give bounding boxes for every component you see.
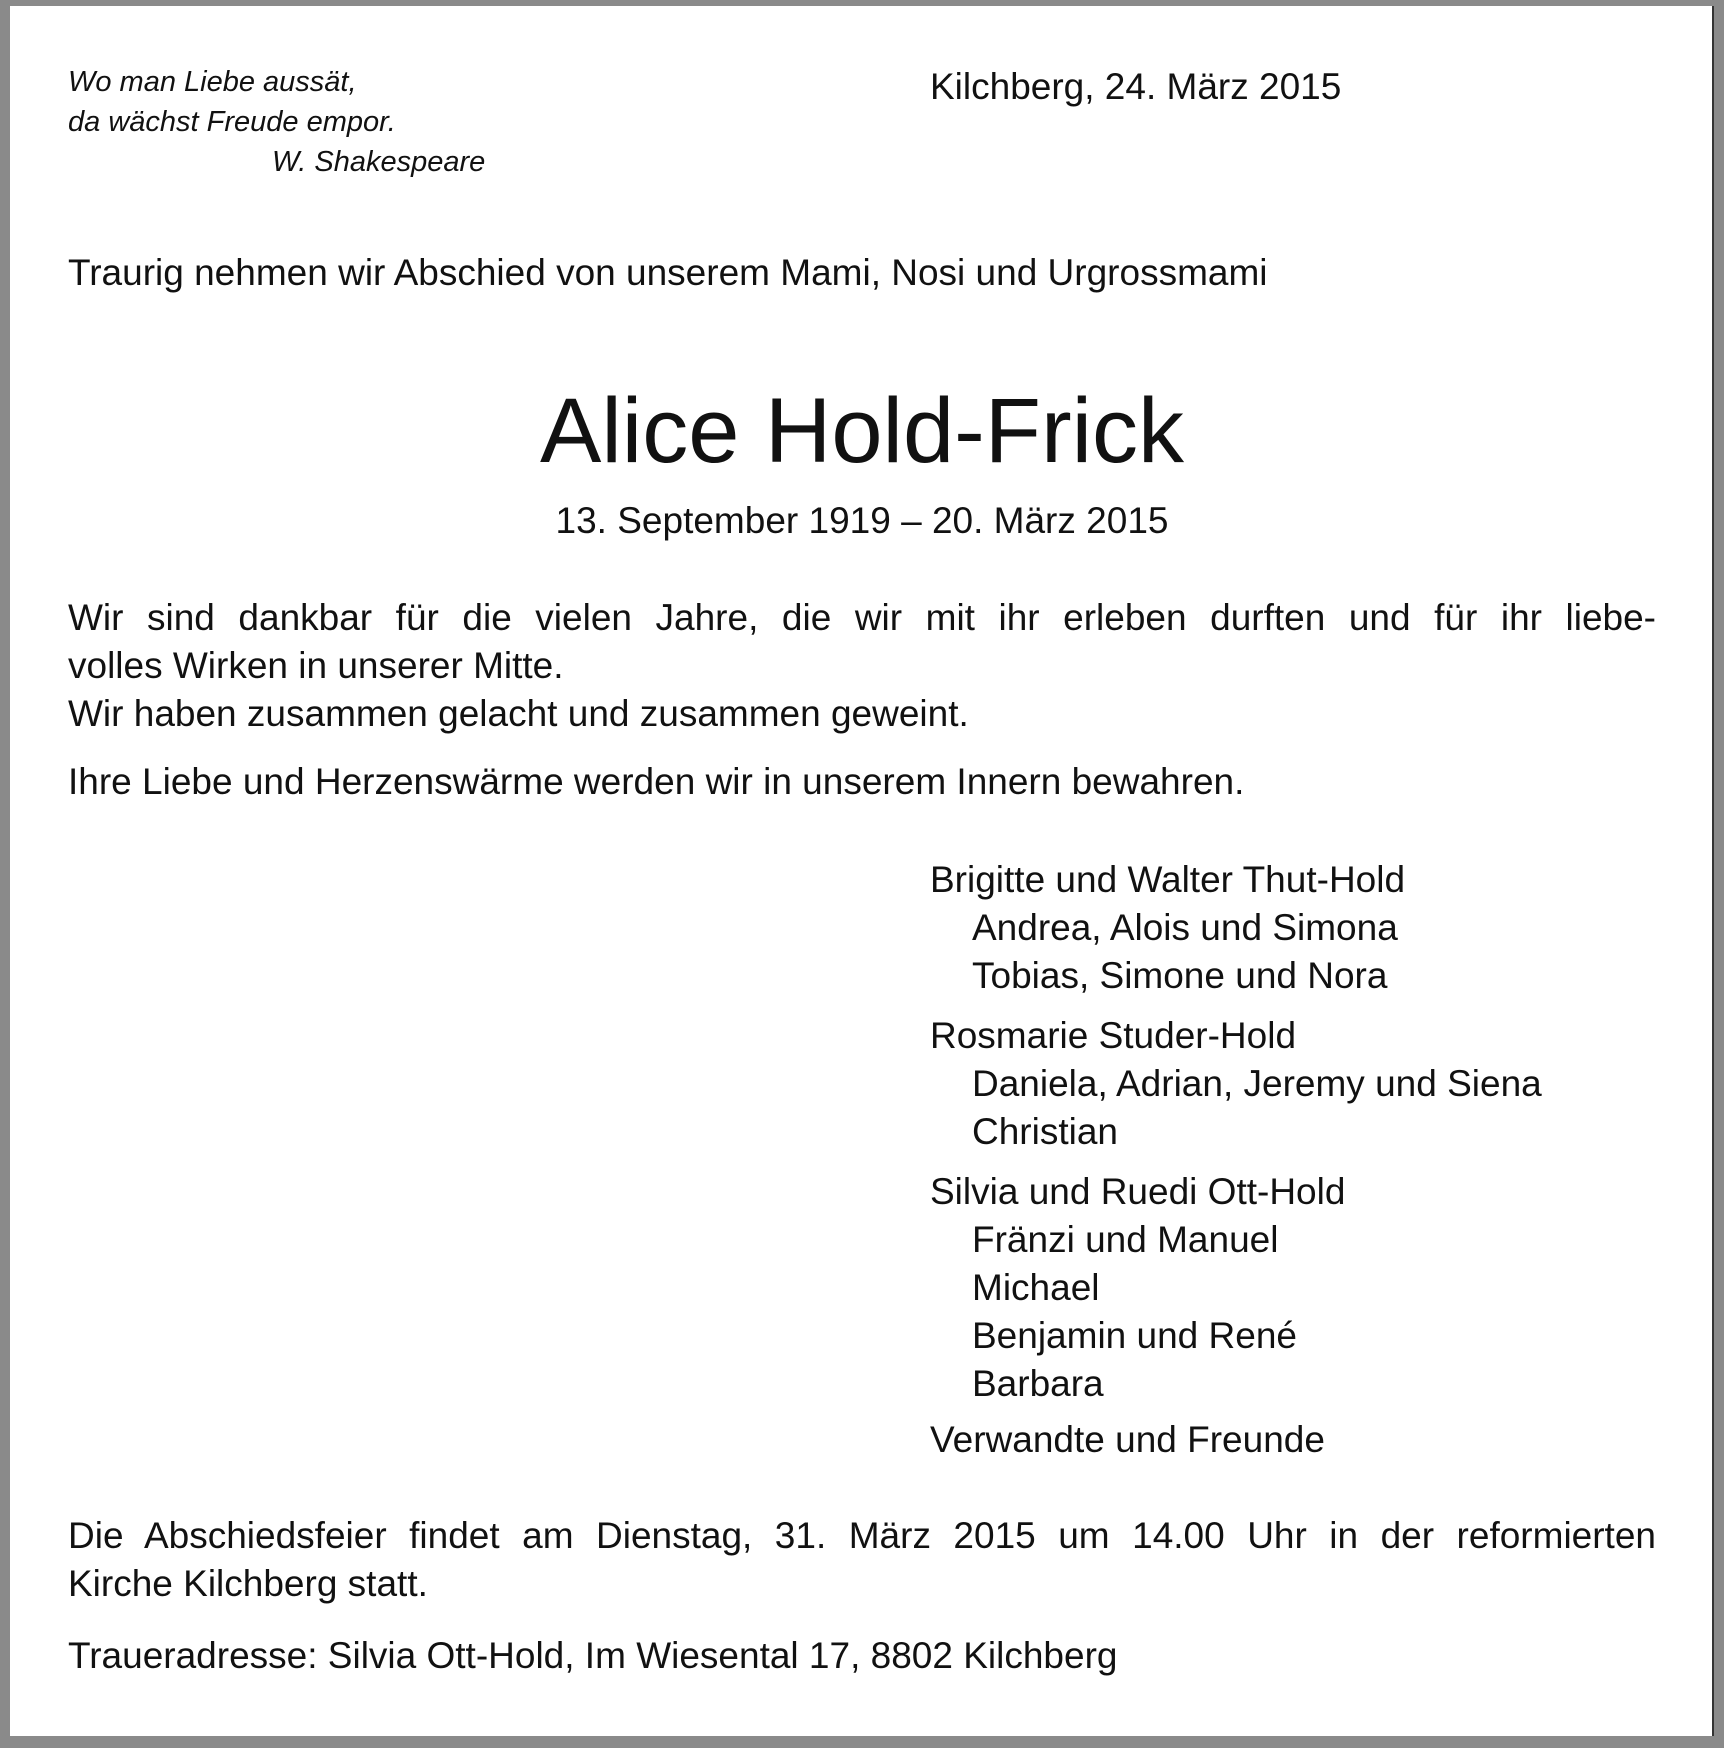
mourner-member: Tobias, Simone und Nora bbox=[972, 955, 1388, 996]
place-date: Kilchberg, 24. März 2015 bbox=[930, 66, 1342, 107]
intro-text: Traurig nehmen wir Abschied von unserem Mami, Nosi und Urgrossmami bbox=[68, 252, 1268, 293]
deceased-dates: 13. September 1919 – 20. März 2015 bbox=[555, 500, 1169, 541]
motto-quote bbox=[68, 62, 485, 182]
mourner-member: Benjamin und René bbox=[972, 1315, 1297, 1356]
mourning-address: Traueradresse: Silvia Ott-Hold, Im Wiesental 17, 8802 Kilchberg bbox=[68, 1635, 1118, 1676]
mourner-group-head: Silvia und Ruedi Ott-Hold bbox=[930, 1171, 1346, 1212]
gratitude-line: volles Wirken in unserer Mitte. bbox=[68, 645, 564, 686]
mourner-group-head: Brigitte und Walter Thut-Hold bbox=[930, 859, 1406, 900]
ceremony-line: Die Abschiedsfeier findet am Dienstag, 31. März 2015 um 14.00 Uhr in der reformierten bbox=[68, 1515, 1656, 1556]
mourner-member: Andrea, Alois und Simona bbox=[972, 907, 1398, 948]
closing-mourners: Verwandte und Freunde bbox=[930, 1419, 1325, 1460]
ceremony-line: Kirche Kilchberg statt. bbox=[68, 1563, 428, 1604]
mourner-group-head: Rosmarie Studer-Hold bbox=[930, 1015, 1297, 1056]
mourner-member: Michael bbox=[972, 1267, 1100, 1308]
mourner-group bbox=[930, 856, 1542, 1000]
motto-line: Wo man Liebe aussät, bbox=[68, 66, 357, 98]
frame-edge bbox=[1712, 6, 1714, 1736]
gratitude-line: Wir sind dankbar für die vielen Jahre, die wir mit ihr erleben durften und für ihr liebe- bbox=[68, 597, 1656, 638]
mourner-member: Daniela, Adrian, Jeremy und Siena bbox=[972, 1063, 1542, 1104]
ceremony-paragraph bbox=[68, 1512, 1656, 1608]
mourner-group bbox=[930, 1168, 1542, 1408]
motto-author: W. Shakespeare bbox=[272, 146, 486, 178]
gratitude-line: Wir haben zusammen gelacht und zusammen geweint. bbox=[68, 693, 969, 734]
mourner-group bbox=[930, 1012, 1542, 1156]
gratitude-paragraph bbox=[68, 594, 1656, 738]
motto-line: da wächst Freude empor. bbox=[68, 106, 396, 138]
love-paragraph: Ihre Liebe und Herzenswärme werden wir in unserem Innern bewahren. bbox=[68, 761, 1245, 802]
mourner-member: Christian bbox=[972, 1111, 1118, 1152]
mourner-member: Fränzi und Manuel bbox=[972, 1219, 1279, 1260]
mourner-member: Barbara bbox=[972, 1363, 1104, 1404]
mourners-list bbox=[930, 856, 1542, 1420]
deceased-name: Alice Hold-Frick bbox=[539, 380, 1185, 482]
